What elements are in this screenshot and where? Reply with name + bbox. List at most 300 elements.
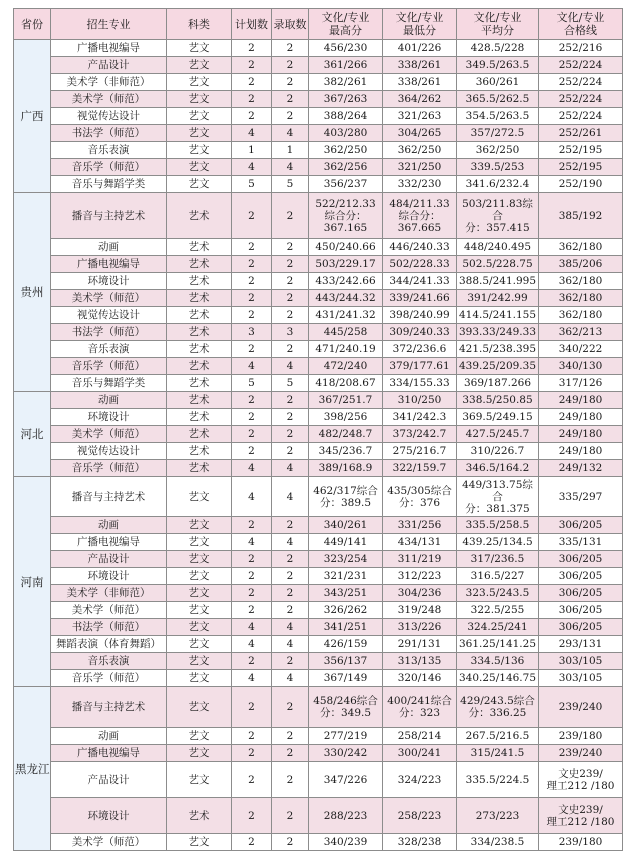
header-admitted: 录取数 (272, 9, 309, 40)
min-score-cell: 338/261 (383, 57, 457, 74)
plan-cell: 3 (232, 324, 272, 341)
major-cell: 产品设计 (51, 551, 167, 568)
avg-score-cell: 334/238.5 (457, 834, 539, 851)
pass-line-cell: 文史239/ 理工212 /180 (539, 762, 623, 798)
admitted-cell: 4 (272, 534, 309, 551)
table-row (14, 568, 623, 585)
admitted-cell: 2 (272, 585, 309, 602)
admitted-cell: 2 (272, 193, 309, 239)
max-score-cell: 403/280 (309, 125, 383, 142)
major-cell: 广播电视编导 (51, 534, 167, 551)
category-cell: 艺文 (167, 585, 232, 602)
major-cell: 环境设计 (51, 798, 167, 834)
avg-score-cell: 369.5/249.15 (457, 409, 539, 426)
max-score-cell: 356/237 (309, 176, 383, 193)
min-score-cell: 313/226 (383, 619, 457, 636)
admitted-cell: 5 (272, 176, 309, 193)
max-score-cell: 340/261 (309, 517, 383, 534)
avg-score-cell: 448/240.495 (457, 239, 539, 256)
max-score-cell: 361/266 (309, 57, 383, 74)
pass-line-cell: 252/261 (539, 125, 623, 142)
major-cell: 产品设计 (51, 57, 167, 74)
avg-score-cell: 429/243.5综合 分：336.25 (457, 687, 539, 728)
category-cell: 艺术 (167, 443, 232, 460)
admitted-cell: 2 (272, 74, 309, 91)
max-score-cell: 433/242.66 (309, 273, 383, 290)
category-cell: 艺文 (167, 176, 232, 193)
plan-cell: 2 (232, 687, 272, 728)
admitted-cell: 2 (272, 762, 309, 798)
plan-cell: 4 (232, 358, 272, 375)
min-score-cell: 275/216.7 (383, 443, 457, 460)
table-row (14, 728, 623, 745)
plan-cell: 2 (232, 256, 272, 273)
admitted-cell: 2 (272, 745, 309, 762)
pass-line-cell: 303/105 (539, 653, 623, 670)
avg-score-cell: 316.5/227 (457, 568, 539, 585)
admitted-cell: 2 (272, 834, 309, 851)
avg-score-cell: 354.5/263.5 (457, 108, 539, 125)
category-cell: 艺文 (167, 108, 232, 125)
major-cell: 美术学（师范） (51, 91, 167, 108)
max-score-cell: 345/236.7 (309, 443, 383, 460)
table-row (14, 585, 623, 602)
avg-score-cell: 449/313.75综合 分：381.375 (457, 477, 539, 517)
major-cell: 美术学（师范） (51, 834, 167, 851)
table-row (14, 670, 623, 687)
plan-cell: 2 (232, 341, 272, 358)
admitted-cell: 4 (272, 125, 309, 142)
province-cell: 河北 (14, 392, 51, 477)
table-row (14, 125, 623, 142)
max-score-cell: 426/159 (309, 636, 383, 653)
pass-line-cell: 252/224 (539, 74, 623, 91)
plan-cell: 2 (232, 798, 272, 834)
plan-cell: 2 (232, 57, 272, 74)
plan-cell: 2 (232, 653, 272, 670)
avg-score-cell: 357/272.5 (457, 125, 539, 142)
header-major: 招生专业 (51, 9, 167, 40)
min-score-cell: 258/223 (383, 798, 457, 834)
table-row (14, 798, 623, 834)
plan-cell: 2 (232, 409, 272, 426)
admission-score-table (13, 8, 623, 851)
major-cell: 视觉传达设计 (51, 108, 167, 125)
pass-line-cell: 317/126 (539, 375, 623, 392)
category-cell: 艺文 (167, 762, 232, 798)
plan-cell: 4 (232, 159, 272, 176)
province-cell: 广西 (14, 40, 51, 193)
min-score-cell: 339/241.66 (383, 290, 457, 307)
category-cell: 艺术 (167, 239, 232, 256)
min-score-cell: 258/214 (383, 728, 457, 745)
pass-line-cell: 252/216 (539, 40, 623, 57)
max-score-cell: 340/239 (309, 834, 383, 851)
table-row (14, 477, 623, 517)
table-row (14, 91, 623, 108)
table-row (14, 256, 623, 273)
table-row (14, 426, 623, 443)
max-score-cell: 445/258 (309, 324, 383, 341)
min-score-cell: 434/131 (383, 534, 457, 551)
category-cell: 艺文 (167, 687, 232, 728)
major-cell: 动画 (51, 239, 167, 256)
plan-cell: 2 (232, 834, 272, 851)
category-cell: 艺文 (167, 745, 232, 762)
plan-cell: 2 (232, 517, 272, 534)
plan-cell: 2 (232, 91, 272, 108)
major-cell: 美术学（非师范） (51, 74, 167, 91)
max-score-cell: 330/242 (309, 745, 383, 762)
plan-cell: 2 (232, 40, 272, 57)
pass-line-cell: 306/205 (539, 585, 623, 602)
avg-score-cell: 428.5/228 (457, 40, 539, 57)
min-score-cell: 372/236.6 (383, 341, 457, 358)
major-cell: 视觉传达设计 (51, 307, 167, 324)
category-cell: 艺文 (167, 834, 232, 851)
admitted-cell: 2 (272, 40, 309, 57)
category-cell: 艺文 (167, 159, 232, 176)
plan-cell: 2 (232, 108, 272, 125)
table-row (14, 460, 623, 477)
avg-score-cell: 334.5/136 (457, 653, 539, 670)
plan-cell: 2 (232, 290, 272, 307)
pass-line-cell: 335/131 (539, 534, 623, 551)
plan-cell: 2 (232, 745, 272, 762)
admitted-cell: 2 (272, 551, 309, 568)
min-score-cell: 334/155.33 (383, 375, 457, 392)
table-row (14, 273, 623, 290)
avg-score-cell: 322.5/255 (457, 602, 539, 619)
max-score-cell: 367/251.7 (309, 392, 383, 409)
avg-score-cell: 335.5/258.5 (457, 517, 539, 534)
plan-cell: 4 (232, 125, 272, 142)
table-row (14, 619, 623, 636)
max-score-cell: 443/244.32 (309, 290, 383, 307)
admitted-cell: 2 (272, 91, 309, 108)
min-score-cell: 401/226 (383, 40, 457, 57)
table-row (14, 375, 623, 392)
table-row (14, 324, 623, 341)
avg-score-cell: 339.5/253 (457, 159, 539, 176)
admitted-cell: 2 (272, 517, 309, 534)
admitted-cell: 2 (272, 602, 309, 619)
category-cell: 艺文 (167, 517, 232, 534)
plan-cell: 2 (232, 585, 272, 602)
min-score-cell: 484/211.33 综合分： 367.665 (383, 193, 457, 239)
category-cell: 艺文 (167, 534, 232, 551)
plan-cell: 2 (232, 551, 272, 568)
table-row (14, 653, 623, 670)
major-cell: 美术学（非师范） (51, 585, 167, 602)
min-score-cell: 311/219 (383, 551, 457, 568)
admitted-cell: 2 (272, 307, 309, 324)
max-score-cell: 356/137 (309, 653, 383, 670)
min-score-cell: 332/230 (383, 176, 457, 193)
avg-score-cell: 391/242.99 (457, 290, 539, 307)
province-cell: 河南 (14, 477, 51, 687)
max-score-cell: 347/226 (309, 762, 383, 798)
pass-line-cell: 306/205 (539, 602, 623, 619)
admitted-cell: 2 (272, 239, 309, 256)
category-cell: 艺术 (167, 426, 232, 443)
avg-score-cell: 310/226.7 (457, 443, 539, 460)
table-row (14, 534, 623, 551)
avg-score-cell: 338.5/250.85 (457, 392, 539, 409)
pass-line-cell: 303/105 (539, 670, 623, 687)
category-cell: 艺文 (167, 57, 232, 74)
major-cell: 音乐表演 (51, 341, 167, 358)
admitted-cell: 2 (272, 341, 309, 358)
min-score-cell: 331/256 (383, 517, 457, 534)
min-score-cell: 322/159.7 (383, 460, 457, 477)
avg-score-cell: 324.25/241 (457, 619, 539, 636)
avg-score-cell: 421.5/238.395 (457, 341, 539, 358)
min-score-cell: 321/263 (383, 108, 457, 125)
major-cell: 美术学（师范） (51, 426, 167, 443)
table-row (14, 57, 623, 74)
plan-cell: 2 (232, 392, 272, 409)
min-score-cell: 362/250 (383, 142, 457, 159)
category-cell: 艺文 (167, 40, 232, 57)
category-cell: 艺术 (167, 273, 232, 290)
avg-score-cell: 362/250 (457, 142, 539, 159)
max-score-cell: 341/251 (309, 619, 383, 636)
major-cell: 环境设计 (51, 409, 167, 426)
plan-cell: 2 (232, 193, 272, 239)
table-row (14, 834, 623, 851)
plan-cell: 2 (232, 762, 272, 798)
major-cell: 动画 (51, 517, 167, 534)
major-cell: 音乐学（师范） (51, 460, 167, 477)
pass-line-cell: 306/205 (539, 517, 623, 534)
max-score-cell: 277/219 (309, 728, 383, 745)
plan-cell: 4 (232, 619, 272, 636)
pass-line-cell: 249/180 (539, 426, 623, 443)
table-row (14, 341, 623, 358)
min-score-cell: 313/135 (383, 653, 457, 670)
pass-line-cell: 252/224 (539, 57, 623, 74)
avg-score-cell: 317/236.5 (457, 551, 539, 568)
admitted-cell: 2 (272, 426, 309, 443)
min-score-cell: 309/240.33 (383, 324, 457, 341)
avg-score-cell: 365.5/262.5 (457, 91, 539, 108)
max-score-cell: 388/264 (309, 108, 383, 125)
min-score-cell: 341/242.3 (383, 409, 457, 426)
max-score-cell: 458/246综合 分：349.5 (309, 687, 383, 728)
category-cell: 艺文 (167, 551, 232, 568)
category-cell: 艺文 (167, 125, 232, 142)
category-cell: 艺术 (167, 307, 232, 324)
max-score-cell: 449/141 (309, 534, 383, 551)
category-cell: 艺术 (167, 460, 232, 477)
category-cell: 艺术 (167, 358, 232, 375)
min-score-cell: 304/265 (383, 125, 457, 142)
pass-line-cell: 249/180 (539, 443, 623, 460)
table-row (14, 636, 623, 653)
pass-line-cell: 249/180 (539, 392, 623, 409)
max-score-cell: 456/230 (309, 40, 383, 57)
max-score-cell: 323/254 (309, 551, 383, 568)
pass-line-cell: 340/130 (539, 358, 623, 375)
header-category: 科类 (167, 9, 232, 40)
avg-score-cell: 503/211.83综合 分：357.415 (457, 193, 539, 239)
pass-line-cell: 239/180 (539, 834, 623, 851)
min-score-cell: 310/250 (383, 392, 457, 409)
max-score-cell: 472/240 (309, 358, 383, 375)
table-header-row (14, 9, 623, 40)
pass-line-cell: 文史239/ 理工212 /180 (539, 798, 623, 834)
table-row (14, 745, 623, 762)
avg-score-cell: 346.5/164.2 (457, 460, 539, 477)
pass-line-cell: 239/180 (539, 728, 623, 745)
category-cell: 艺文 (167, 602, 232, 619)
max-score-cell: 389/168.9 (309, 460, 383, 477)
max-score-cell: 450/240.66 (309, 239, 383, 256)
header-min-score: 文化/专业 最低分 (383, 9, 457, 40)
avg-score-cell: 315/241.5 (457, 745, 539, 762)
category-cell: 艺文 (167, 636, 232, 653)
category-cell: 艺文 (167, 91, 232, 108)
max-score-cell: 398/256 (309, 409, 383, 426)
province-cell: 黑龙江 (14, 687, 51, 851)
admitted-cell: 2 (272, 687, 309, 728)
admitted-cell: 4 (272, 159, 309, 176)
min-score-cell: 319/248 (383, 602, 457, 619)
avg-score-cell: 273/223 (457, 798, 539, 834)
min-score-cell: 312/223 (383, 568, 457, 585)
plan-cell: 5 (232, 375, 272, 392)
pass-line-cell: 252/195 (539, 142, 623, 159)
avg-score-cell: 388.5/241.995 (457, 273, 539, 290)
pass-line-cell: 239/240 (539, 687, 623, 728)
admitted-cell: 2 (272, 653, 309, 670)
pass-line-cell: 340/222 (539, 341, 623, 358)
table-row (14, 74, 623, 91)
max-score-cell: 367/263 (309, 91, 383, 108)
min-score-cell: 338/261 (383, 74, 457, 91)
plan-cell: 2 (232, 602, 272, 619)
admission-score-table-container (13, 8, 622, 851)
min-score-cell: 400/241综合 分：323 (383, 687, 457, 728)
admitted-cell: 3 (272, 324, 309, 341)
admitted-cell: 2 (272, 568, 309, 585)
plan-cell: 4 (232, 670, 272, 687)
avg-score-cell: 414.5/241.155 (457, 307, 539, 324)
table-row (14, 409, 623, 426)
avg-score-cell: 340.25/146.75 (457, 670, 539, 687)
plan-cell: 2 (232, 443, 272, 460)
header-pass-line: 文化/专业 合格线 (539, 9, 623, 40)
admitted-cell: 5 (272, 375, 309, 392)
major-cell: 动画 (51, 728, 167, 745)
max-score-cell: 482/248.7 (309, 426, 383, 443)
pass-line-cell: 362/180 (539, 307, 623, 324)
min-score-cell: 373/242.7 (383, 426, 457, 443)
category-cell: 艺文 (167, 568, 232, 585)
admitted-cell: 4 (272, 636, 309, 653)
pass-line-cell: 293/131 (539, 636, 623, 653)
admitted-cell: 2 (272, 409, 309, 426)
category-cell: 艺术 (167, 798, 232, 834)
category-cell: 艺术 (167, 392, 232, 409)
pass-line-cell: 239/240 (539, 745, 623, 762)
major-cell: 音乐学（师范） (51, 358, 167, 375)
major-cell: 动画 (51, 392, 167, 409)
major-cell: 播音与主持艺术 (51, 687, 167, 728)
admitted-cell: 4 (272, 358, 309, 375)
table-row (14, 551, 623, 568)
pass-line-cell: 249/180 (539, 409, 623, 426)
plan-cell: 1 (232, 142, 272, 159)
header-province: 省份 (14, 9, 51, 40)
max-score-cell: 522/212.33 综合分： 367.165 (309, 193, 383, 239)
major-cell: 音乐学（师范） (51, 670, 167, 687)
category-cell: 艺文 (167, 619, 232, 636)
avg-score-cell: 361.25/141.25 (457, 636, 539, 653)
admitted-cell: 4 (272, 670, 309, 687)
avg-score-cell: 393.33/249.33 (457, 324, 539, 341)
major-cell: 环境设计 (51, 568, 167, 585)
pass-line-cell: 306/205 (539, 619, 623, 636)
min-score-cell: 446/240.33 (383, 239, 457, 256)
category-cell: 艺文 (167, 653, 232, 670)
plan-cell: 2 (232, 273, 272, 290)
avg-score-cell: 360/261 (457, 74, 539, 91)
admitted-cell: 2 (272, 256, 309, 273)
admitted-cell: 2 (272, 392, 309, 409)
category-cell: 艺术 (167, 193, 232, 239)
category-cell: 艺术 (167, 375, 232, 392)
min-score-cell: 379/177.61 (383, 358, 457, 375)
category-cell: 艺术 (167, 256, 232, 273)
category-cell: 艺术 (167, 341, 232, 358)
admitted-cell: 2 (272, 798, 309, 834)
admitted-cell: 2 (272, 728, 309, 745)
max-score-cell: 362/256 (309, 159, 383, 176)
min-score-cell: 328/238 (383, 834, 457, 851)
avg-score-cell: 427.5/245.7 (457, 426, 539, 443)
major-cell: 视觉传达设计 (51, 443, 167, 460)
min-score-cell: 320/146 (383, 670, 457, 687)
pass-line-cell: 385/192 (539, 193, 623, 239)
table-row (14, 142, 623, 159)
plan-cell: 2 (232, 426, 272, 443)
admitted-cell: 4 (272, 460, 309, 477)
admitted-cell: 2 (272, 273, 309, 290)
max-score-cell: 288/223 (309, 798, 383, 834)
major-cell: 舞蹈表演（体育舞蹈） (51, 636, 167, 653)
table-row (14, 159, 623, 176)
table-row (14, 687, 623, 728)
pass-line-cell: 252/224 (539, 91, 623, 108)
table-row (14, 602, 623, 619)
admitted-cell: 4 (272, 477, 309, 517)
admitted-cell: 2 (272, 108, 309, 125)
table-row (14, 443, 623, 460)
min-score-cell: 344/241.33 (383, 273, 457, 290)
category-cell: 艺术 (167, 324, 232, 341)
category-cell: 艺术 (167, 290, 232, 307)
major-cell: 美术学（师范） (51, 290, 167, 307)
category-cell: 艺术 (167, 409, 232, 426)
plan-cell: 4 (232, 636, 272, 653)
pass-line-cell: 385/206 (539, 256, 623, 273)
plan-cell: 2 (232, 239, 272, 256)
min-score-cell: 324/223 (383, 762, 457, 798)
min-score-cell: 364/262 (383, 91, 457, 108)
max-score-cell: 343/251 (309, 585, 383, 602)
